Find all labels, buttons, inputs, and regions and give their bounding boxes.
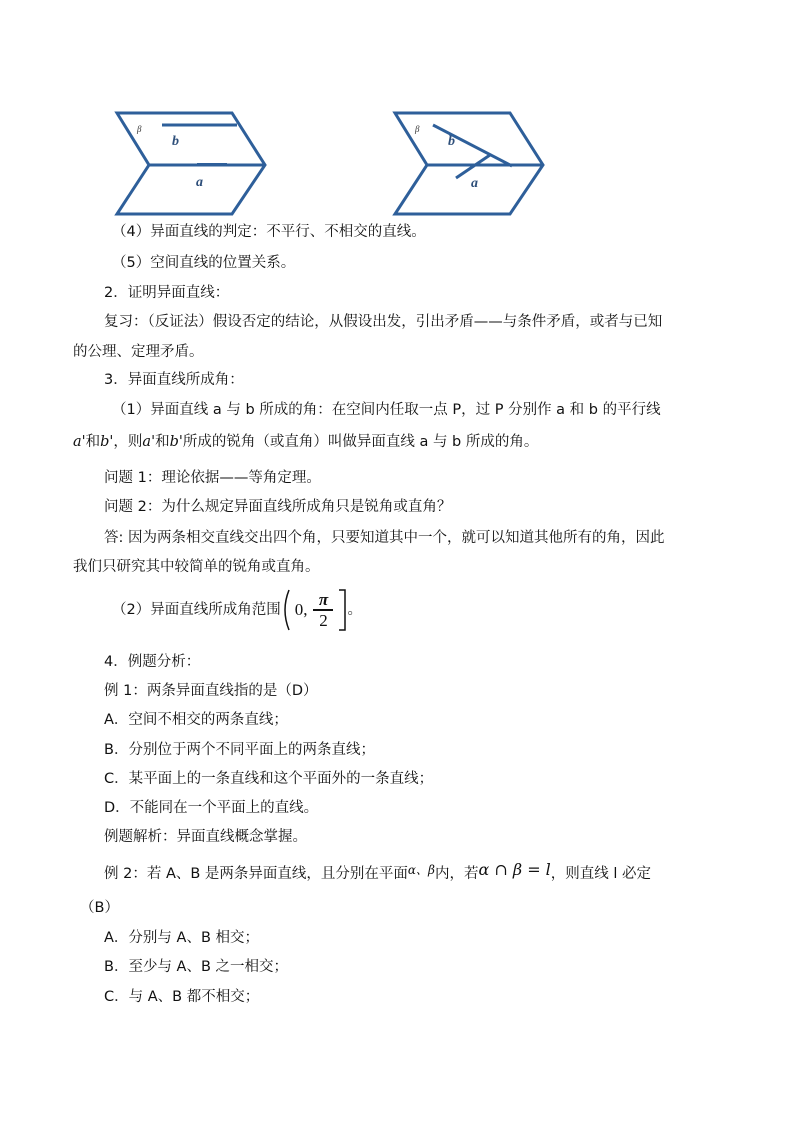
math-symbol: a'	[142, 434, 156, 450]
line-b-label: b	[448, 134, 455, 149]
left-paren	[281, 589, 291, 631]
line-b-label: b	[172, 134, 179, 149]
math-symbol: a'	[73, 434, 86, 450]
right-bracket	[337, 589, 347, 631]
text-line: 的公理、定理矛盾。	[73, 344, 204, 360]
choice-item: C．某平面上的一条直线和这个平面外的一条直线；	[104, 771, 434, 787]
text-line: 问题 2：为什么规定异面直线所成角只是锐角或直角？	[104, 499, 452, 515]
pi-over-two: $\frac{\pi}{2}$	[313, 591, 333, 629]
beta-label: β	[137, 124, 142, 134]
text-line: 答: 因为两条相交直线交出四个角，只要知道其中一个，就可以知道其他所有的角，因此	[104, 530, 665, 546]
angle-range-line: （2）异面直线所成角范围 0, $\frac{\pi}{2}$ 。	[112, 588, 362, 632]
section-heading: 4．例题分析：	[104, 654, 201, 670]
plane-symbols: α、β	[407, 863, 435, 877]
line-a-label: a	[196, 175, 203, 190]
text-line: 我们只研究其中较简单的锐角或直角。	[73, 559, 320, 575]
text-line: （4）异面直线的判定：不平行、不相交的直线。	[112, 224, 426, 240]
text-line: （5）空间直线的位置关系。	[112, 255, 296, 271]
choice-item: A．分别与 A、B 相交；	[104, 930, 260, 946]
text-line: 例题解析：异面直线概念掌握。	[104, 829, 307, 845]
text-line-with-symbols: a'和b'，则a'和b'所成的锐角（或直角）叫做异面直线 a 与 b 所成的角。	[73, 434, 539, 450]
math-symbol: b'	[100, 434, 114, 450]
dihedral-figure-left	[112, 108, 272, 218]
example-title: 例 1：两条异面直线指的是（D）	[104, 683, 318, 699]
choice-item: A．空间不相交的两条直线；	[104, 712, 288, 728]
section-heading: 2．证明异面直线：	[104, 285, 230, 301]
interval-expression	[281, 588, 348, 632]
text-line: 问题 1：理论依据——等角定理。	[104, 470, 321, 486]
math-symbol: b'	[169, 434, 183, 450]
intersection-expression: α ∩ β = l	[478, 860, 551, 879]
choice-item: B．至少与 A、B 之一相交；	[104, 959, 289, 975]
interval-start: 0,	[294, 600, 308, 619]
choice-item: D．不能同在一个平面上的直线。	[104, 800, 319, 816]
section-heading: 3．异面直线所成角：	[104, 372, 244, 388]
choice-item: B．分别位于两个不同平面上的两条直线；	[104, 742, 375, 758]
choice-item: C．与 A、B 都不相交；	[104, 989, 260, 1005]
line-a-label: a	[471, 176, 478, 191]
beta-label: β	[415, 124, 420, 134]
text-line: 复习：（反证法）假设否定的结论，从假设出发，引出矛盾——与条件矛盾，或者与已知	[104, 314, 663, 330]
text-line: （1）异面直线 a 与 b 所成的角：在空间内任取一点 P，过 P 分别作 a 和 b 的平行线	[112, 402, 661, 418]
answer-text: （B）	[80, 900, 119, 916]
example-title: 例 2：若 A、B 是两条异面直线，且分别在平面$^{\alpha、\beta}$内，若α ∩ β = l，则直线 l 必定	[104, 860, 652, 882]
dihedral-figure-right	[390, 108, 550, 218]
